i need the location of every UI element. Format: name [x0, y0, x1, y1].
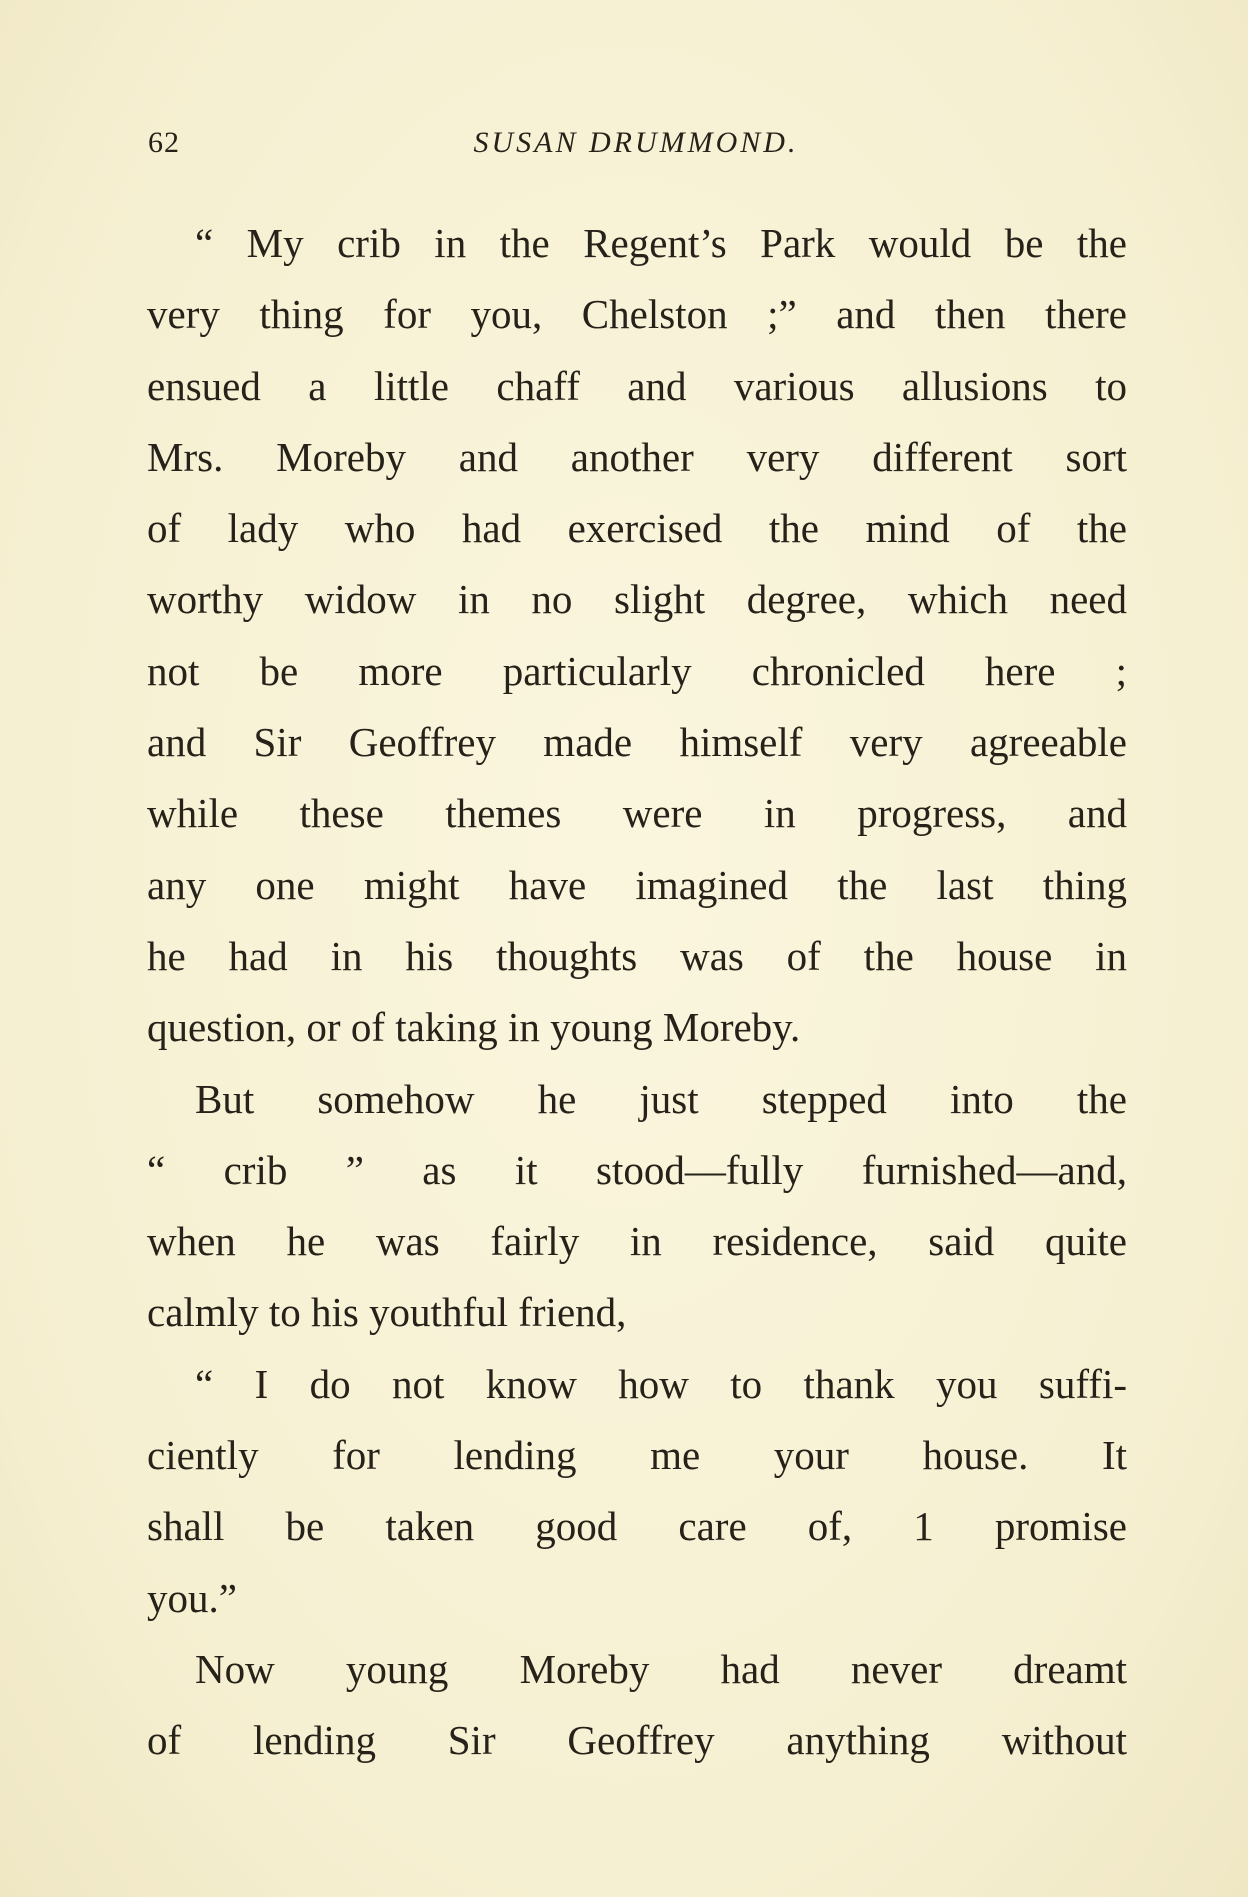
page-header	[148, 118, 1124, 168]
text-line: calmly to his youthful friend,	[147, 1289, 627, 1336]
text-line: Now young Moreby had never dreamt	[195, 1645, 1127, 1692]
page-number: 62	[148, 126, 180, 159]
text-line: question, or of taking in young Moreby.	[147, 1004, 801, 1051]
text-line: you.”	[147, 1574, 237, 1621]
text-line: ciently for lending me your house. It	[147, 1432, 1127, 1479]
text-line: and Sir Geoffrey made himself very agreeable	[147, 719, 1127, 766]
text-line: shall be taken good care of, 1 promise	[147, 1503, 1127, 1550]
text-line: worthy widow in no slight degree, which need	[147, 576, 1127, 623]
text-line: Mrs. Moreby and another very different sort	[147, 433, 1127, 480]
body-text	[147, 208, 1127, 1777]
text-line: while these themes were in progress, and	[147, 790, 1127, 837]
text-line: not be more particularly chronicled here ;	[147, 647, 1127, 694]
text-line: of lady who had exercised the mind of the	[147, 505, 1127, 552]
text-line: when he was fairly in residence, said quite	[147, 1218, 1127, 1265]
text-line: of lending Sir Geoffrey anything without	[147, 1717, 1127, 1764]
text-line: he had in his thoughts was of the house in	[147, 932, 1127, 979]
running-head: SUSAN DRUMMOND.	[473, 126, 799, 159]
text-line: “ I do not know how to thank you suffi-	[195, 1360, 1127, 1407]
text-line: ensued a little chaff and various allusions to	[147, 362, 1127, 409]
text-line: “ crib ” as it stood—fully furnished—and,	[147, 1146, 1127, 1193]
text-line: any one might have imagined the last thing	[147, 861, 1127, 908]
text-line: “ My crib in the Regent’s Park would be the	[195, 220, 1127, 266]
text-line: very thing for you, Chelston ;” and then there	[147, 291, 1127, 338]
text-line: But somehow he just stepped into the	[195, 1075, 1127, 1122]
